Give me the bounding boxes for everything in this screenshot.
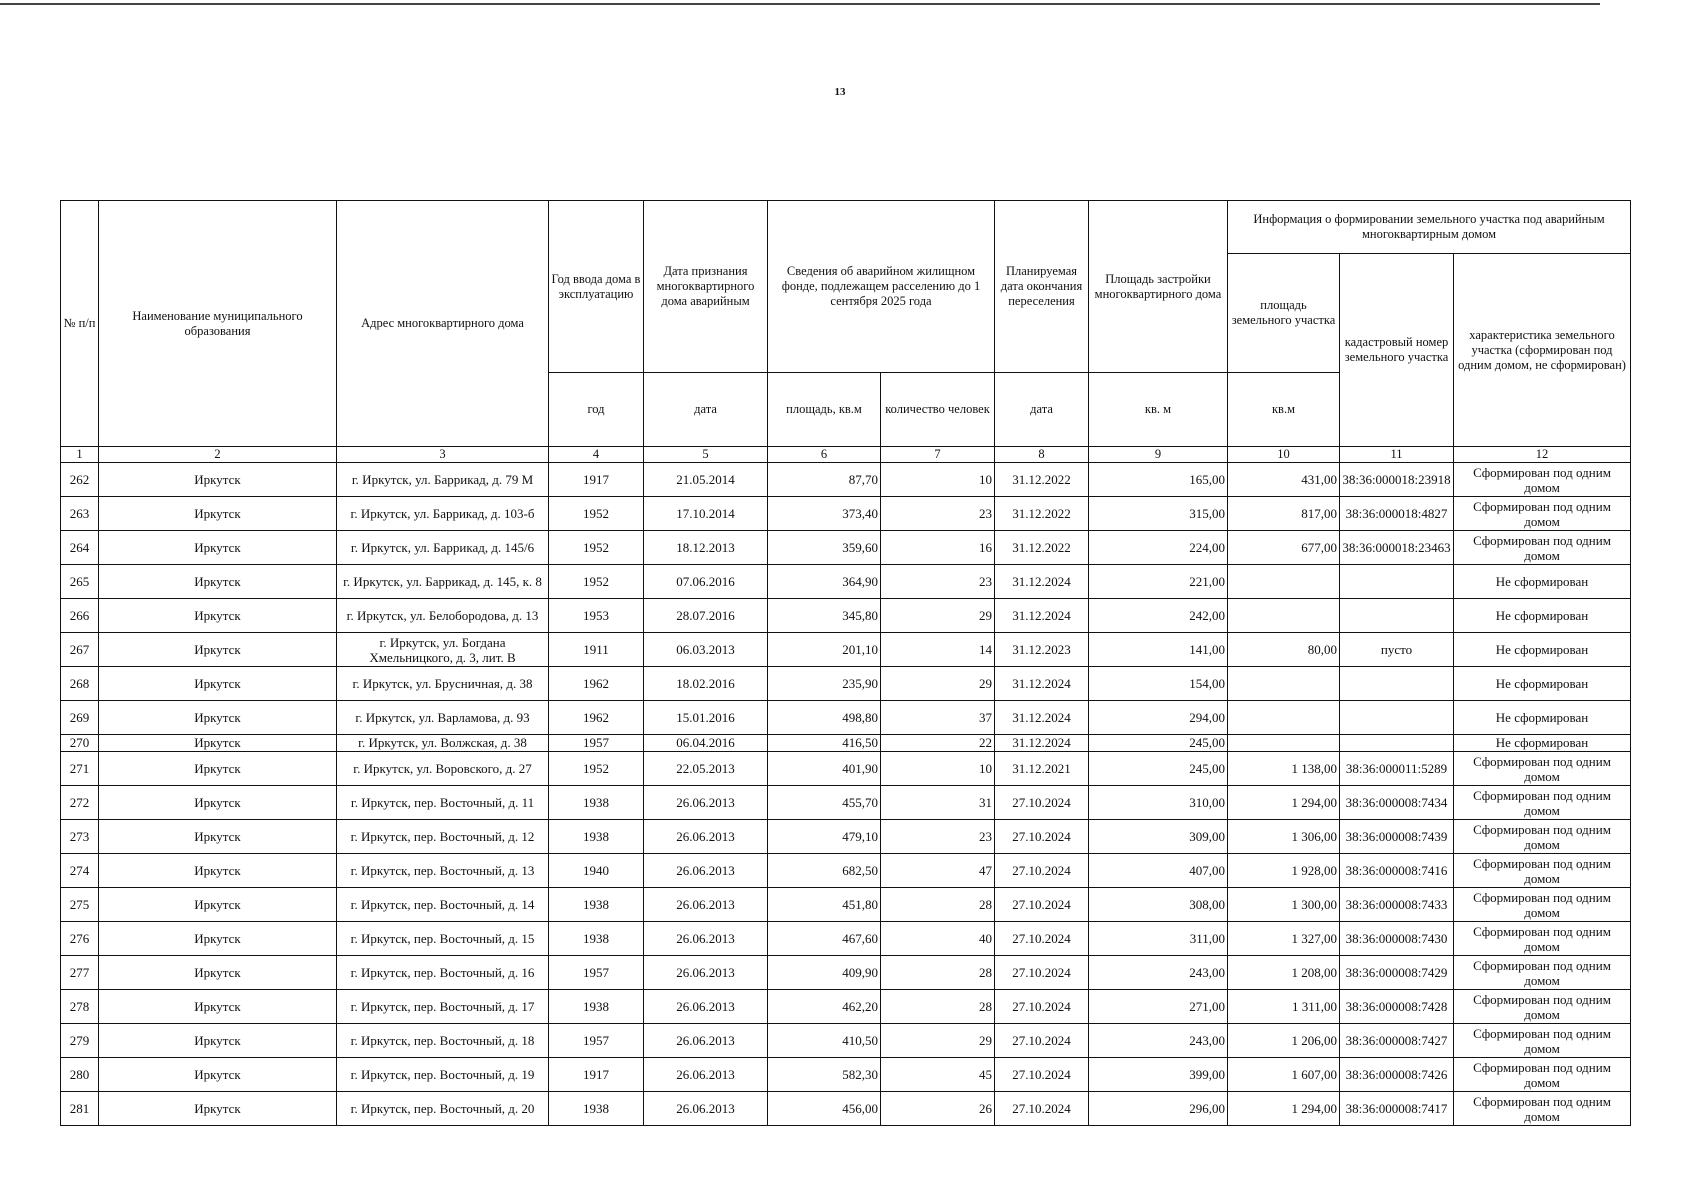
column-number: 2 bbox=[99, 447, 337, 463]
table-row bbox=[61, 701, 1631, 735]
table-row bbox=[61, 667, 1631, 701]
cell-no: 281 bbox=[61, 1092, 99, 1126]
page-number: 13 bbox=[834, 86, 846, 98]
cell-cadastral: 38:36:000008:7426 bbox=[1340, 1058, 1454, 1092]
cell-year: 1952 bbox=[549, 565, 644, 599]
cell-building-area: 243,00 bbox=[1089, 1024, 1228, 1058]
cell-land-area: 1 294,00 bbox=[1228, 1092, 1340, 1126]
cell-building-area: 245,00 bbox=[1089, 752, 1228, 786]
header-address: Адрес многоквартирного дома bbox=[337, 201, 549, 447]
cell-year: 1953 bbox=[549, 599, 644, 633]
cell-address: г. Иркутск, пер. Восточный, д. 14 bbox=[337, 888, 549, 922]
cell-building-area: 243,00 bbox=[1089, 956, 1228, 990]
cell-year: 1938 bbox=[549, 786, 644, 820]
table-row bbox=[61, 599, 1631, 633]
table-body bbox=[61, 463, 1631, 1126]
unit-planned-date: дата bbox=[995, 373, 1089, 447]
cell-people: 10 bbox=[881, 463, 995, 497]
header-land-info: Информация о формировании земельного участка под аварийным многоквартирным домом bbox=[1228, 201, 1631, 254]
cell-land-area: 1 208,00 bbox=[1228, 956, 1340, 990]
cell-area: 373,40 bbox=[768, 497, 881, 531]
cell-building-area: 315,00 bbox=[1089, 497, 1228, 531]
cell-year: 1938 bbox=[549, 922, 644, 956]
cell-people: 26 bbox=[881, 1092, 995, 1126]
header-land-characteristic: характеристика земельного участка (сформирован под одним домом, не сформирован) bbox=[1454, 254, 1631, 447]
cell-recognition-date: 26.06.2013 bbox=[644, 956, 768, 990]
cell-municipality: Иркутск bbox=[99, 956, 337, 990]
cell-planned-date: 27.10.2024 bbox=[995, 854, 1089, 888]
cell-no: 280 bbox=[61, 1058, 99, 1092]
cell-year: 1911 bbox=[549, 633, 644, 667]
cell-address: г. Иркутск, пер. Восточный, д. 11 bbox=[337, 786, 549, 820]
column-number-row bbox=[61, 447, 1631, 463]
cell-people: 28 bbox=[881, 888, 995, 922]
cell-address: г. Иркутск, пер. Восточный, д. 18 bbox=[337, 1024, 549, 1058]
cell-cadastral: 38:36:000008:7416 bbox=[1340, 854, 1454, 888]
header-year: Год ввода дома в эксплуатацию bbox=[549, 201, 644, 373]
cell-no: 275 bbox=[61, 888, 99, 922]
cell-address: г. Иркутск, пер. Восточный, д. 12 bbox=[337, 820, 549, 854]
cell-people: 22 bbox=[881, 735, 995, 752]
cell-no: 266 bbox=[61, 599, 99, 633]
cell-no: 279 bbox=[61, 1024, 99, 1058]
cell-land-characteristic: Сформирован под одним домом bbox=[1454, 786, 1631, 820]
cell-no: 271 bbox=[61, 752, 99, 786]
header-no: № п/п bbox=[61, 201, 99, 447]
cell-recognition-date: 26.06.2013 bbox=[644, 922, 768, 956]
table-row bbox=[61, 633, 1631, 667]
cell-cadastral bbox=[1340, 599, 1454, 633]
cell-planned-date: 27.10.2024 bbox=[995, 1092, 1089, 1126]
cell-people: 23 bbox=[881, 497, 995, 531]
cell-building-area: 407,00 bbox=[1089, 854, 1228, 888]
cell-building-area: 271,00 bbox=[1089, 990, 1228, 1024]
emergency-housing-table bbox=[60, 200, 1631, 1126]
table-row bbox=[61, 1058, 1631, 1092]
cell-land-characteristic: Не сформирован bbox=[1454, 599, 1631, 633]
cell-land-area bbox=[1228, 599, 1340, 633]
cell-planned-date: 27.10.2024 bbox=[995, 1058, 1089, 1092]
cell-municipality: Иркутск bbox=[99, 735, 337, 752]
cell-cadastral: пусто bbox=[1340, 633, 1454, 667]
cell-people: 29 bbox=[881, 1024, 995, 1058]
cell-no: 267 bbox=[61, 633, 99, 667]
cell-address: г. Иркутск, пер. Восточный, д. 20 bbox=[337, 1092, 549, 1126]
cell-year: 1938 bbox=[549, 1092, 644, 1126]
cell-municipality: Иркутск bbox=[99, 633, 337, 667]
cell-land-characteristic: Не сформирован bbox=[1454, 667, 1631, 701]
cell-address: г. Иркутск, ул. Баррикад, д. 103-б bbox=[337, 497, 549, 531]
cell-building-area: 245,00 bbox=[1089, 735, 1228, 752]
cell-land-area: 431,00 bbox=[1228, 463, 1340, 497]
cell-address: г. Иркутск, пер. Восточный, д. 19 bbox=[337, 1058, 549, 1092]
cell-no: 274 bbox=[61, 854, 99, 888]
cell-people: 47 bbox=[881, 854, 995, 888]
cell-no: 276 bbox=[61, 922, 99, 956]
header-planned-date: Планируемая дата окончания переселения bbox=[995, 201, 1089, 373]
cell-recognition-date: 06.04.2016 bbox=[644, 735, 768, 752]
cell-recognition-date: 07.06.2016 bbox=[644, 565, 768, 599]
cell-people: 16 bbox=[881, 531, 995, 565]
cell-cadastral: 38:36:000018:23463 bbox=[1340, 531, 1454, 565]
cell-cadastral: 38:36:000008:7439 bbox=[1340, 820, 1454, 854]
cell-area: 479,10 bbox=[768, 820, 881, 854]
cell-year: 1957 bbox=[549, 735, 644, 752]
cell-land-area: 677,00 bbox=[1228, 531, 1340, 565]
cell-municipality: Иркутск bbox=[99, 463, 337, 497]
unit-area: площадь, кв.м bbox=[768, 373, 881, 447]
table-row bbox=[61, 1092, 1631, 1126]
cell-address: г. Иркутск, ул. Белобородова, д. 13 bbox=[337, 599, 549, 633]
cell-land-characteristic: Сформирован под одним домом bbox=[1454, 990, 1631, 1024]
column-number: 9 bbox=[1089, 447, 1228, 463]
cell-area: 416,50 bbox=[768, 735, 881, 752]
cell-planned-date: 27.10.2024 bbox=[995, 820, 1089, 854]
cell-planned-date: 27.10.2024 bbox=[995, 956, 1089, 990]
cell-planned-date: 27.10.2024 bbox=[995, 786, 1089, 820]
table-row bbox=[61, 497, 1631, 531]
cell-address: г. Иркутск, ул. Варламова, д. 93 bbox=[337, 701, 549, 735]
cell-no: 265 bbox=[61, 565, 99, 599]
table-row bbox=[61, 463, 1631, 497]
cell-recognition-date: 26.06.2013 bbox=[644, 1092, 768, 1126]
cell-address: г. Иркутск, ул. Воровского, д. 27 bbox=[337, 752, 549, 786]
cell-land-characteristic: Сформирован под одним домом bbox=[1454, 463, 1631, 497]
cell-municipality: Иркутск bbox=[99, 701, 337, 735]
table-row bbox=[61, 854, 1631, 888]
cell-people: 45 bbox=[881, 1058, 995, 1092]
cell-area: 410,50 bbox=[768, 1024, 881, 1058]
cell-land-characteristic: Сформирован под одним домом bbox=[1454, 1058, 1631, 1092]
column-number: 5 bbox=[644, 447, 768, 463]
cell-address: г. Иркутск, ул. Баррикад, д. 79 М bbox=[337, 463, 549, 497]
cell-cadastral: 38:36:000008:7428 bbox=[1340, 990, 1454, 1024]
cell-area: 345,80 bbox=[768, 599, 881, 633]
cell-municipality: Иркутск bbox=[99, 599, 337, 633]
table-row bbox=[61, 956, 1631, 990]
cell-municipality: Иркутск bbox=[99, 854, 337, 888]
cell-land-area: 1 607,00 bbox=[1228, 1058, 1340, 1092]
cell-year: 1952 bbox=[549, 531, 644, 565]
cell-building-area: 309,00 bbox=[1089, 820, 1228, 854]
cell-planned-date: 31.12.2024 bbox=[995, 667, 1089, 701]
cell-area: 235,90 bbox=[768, 667, 881, 701]
cell-address: г. Иркутск, ул. Волжская, д. 38 bbox=[337, 735, 549, 752]
cell-year: 1952 bbox=[549, 497, 644, 531]
cell-recognition-date: 17.10.2014 bbox=[644, 497, 768, 531]
cell-land-area bbox=[1228, 735, 1340, 752]
cell-building-area: 294,00 bbox=[1089, 701, 1228, 735]
cell-area: 359,60 bbox=[768, 531, 881, 565]
cell-year: 1962 bbox=[549, 667, 644, 701]
cell-land-characteristic: Не сформирован bbox=[1454, 701, 1631, 735]
header-fund-info: Сведения об аварийном жилищном фонде, подлежащем расселению до 1 сентября 2025 года bbox=[768, 201, 995, 373]
cell-address: г. Иркутск, пер. Восточный, д. 17 bbox=[337, 990, 549, 1024]
cell-area: 401,90 bbox=[768, 752, 881, 786]
cell-cadastral bbox=[1340, 667, 1454, 701]
cell-people: 37 bbox=[881, 701, 995, 735]
cell-building-area: 154,00 bbox=[1089, 667, 1228, 701]
cell-land-characteristic: Сформирован под одним домом bbox=[1454, 531, 1631, 565]
cell-land-area: 1 327,00 bbox=[1228, 922, 1340, 956]
cell-recognition-date: 26.06.2013 bbox=[644, 1024, 768, 1058]
cell-planned-date: 31.12.2023 bbox=[995, 633, 1089, 667]
cell-planned-date: 27.10.2024 bbox=[995, 922, 1089, 956]
cell-no: 262 bbox=[61, 463, 99, 497]
cell-people: 29 bbox=[881, 667, 995, 701]
cell-no: 264 bbox=[61, 531, 99, 565]
cell-year: 1957 bbox=[549, 956, 644, 990]
cell-address: г. Иркутск, ул. Богдана Хмельницкого, д. 3, лит. В bbox=[337, 633, 549, 667]
cell-cadastral: 38:36:000011:5289 bbox=[1340, 752, 1454, 786]
cell-building-area: 399,00 bbox=[1089, 1058, 1228, 1092]
cell-building-area: 296,00 bbox=[1089, 1092, 1228, 1126]
cell-recognition-date: 15.01.2016 bbox=[644, 701, 768, 735]
column-number: 11 bbox=[1340, 447, 1454, 463]
header-building-area: Площадь застройки многоквартирного дома bbox=[1089, 201, 1228, 373]
cell-land-area: 1 294,00 bbox=[1228, 786, 1340, 820]
cell-area: 467,60 bbox=[768, 922, 881, 956]
cell-land-area bbox=[1228, 701, 1340, 735]
column-number: 8 bbox=[995, 447, 1089, 463]
cell-land-area: 1 138,00 bbox=[1228, 752, 1340, 786]
cell-cadastral: 38:36:000018:23918 bbox=[1340, 463, 1454, 497]
cell-people: 29 bbox=[881, 599, 995, 633]
cell-land-area bbox=[1228, 565, 1340, 599]
header-cadastral: кадастровый номер земельного участка bbox=[1340, 254, 1454, 447]
cell-land-characteristic: Не сформирован bbox=[1454, 735, 1631, 752]
unit-building-m2: кв. м bbox=[1089, 373, 1228, 447]
cell-land-characteristic: Не сформирован bbox=[1454, 565, 1631, 599]
unit-year: год bbox=[549, 373, 644, 447]
cell-municipality: Иркутск bbox=[99, 667, 337, 701]
table-row bbox=[61, 820, 1631, 854]
header-recognition-date: Дата признания многоквартирного дома аварийным bbox=[644, 201, 768, 373]
top-rule bbox=[0, 3, 1600, 5]
cell-planned-date: 31.12.2022 bbox=[995, 531, 1089, 565]
cell-no: 263 bbox=[61, 497, 99, 531]
cell-people: 40 bbox=[881, 922, 995, 956]
cell-municipality: Иркутск bbox=[99, 922, 337, 956]
cell-land-characteristic: Сформирован под одним домом bbox=[1454, 922, 1631, 956]
cell-address: г. Иркутск, пер. Восточный, д. 15 bbox=[337, 922, 549, 956]
header-land-area: площадь земельного участка bbox=[1228, 254, 1340, 373]
cell-cadastral: 38:36:000008:7433 bbox=[1340, 888, 1454, 922]
cell-people: 28 bbox=[881, 956, 995, 990]
cell-cadastral: 38:36:000008:7427 bbox=[1340, 1024, 1454, 1058]
cell-land-characteristic: Сформирован под одним домом bbox=[1454, 854, 1631, 888]
cell-people: 23 bbox=[881, 820, 995, 854]
cell-area: 451,80 bbox=[768, 888, 881, 922]
cell-building-area: 242,00 bbox=[1089, 599, 1228, 633]
cell-no: 272 bbox=[61, 786, 99, 820]
cell-area: 582,30 bbox=[768, 1058, 881, 1092]
column-number: 3 bbox=[337, 447, 549, 463]
cell-land-area: 1 311,00 bbox=[1228, 990, 1340, 1024]
cell-land-area: 1 928,00 bbox=[1228, 854, 1340, 888]
cell-no: 277 bbox=[61, 956, 99, 990]
cell-building-area: 308,00 bbox=[1089, 888, 1228, 922]
cell-year: 1917 bbox=[549, 463, 644, 497]
cell-area: 87,70 bbox=[768, 463, 881, 497]
cell-municipality: Иркутск bbox=[99, 752, 337, 786]
cell-building-area: 141,00 bbox=[1089, 633, 1228, 667]
cell-land-characteristic: Сформирован под одним домом bbox=[1454, 1092, 1631, 1126]
cell-recognition-date: 26.06.2013 bbox=[644, 990, 768, 1024]
cell-land-area: 817,00 bbox=[1228, 497, 1340, 531]
cell-address: г. Иркутск, пер. Восточный, д. 13 bbox=[337, 854, 549, 888]
cell-no: 269 bbox=[61, 701, 99, 735]
cell-building-area: 165,00 bbox=[1089, 463, 1228, 497]
cell-recognition-date: 26.06.2013 bbox=[644, 820, 768, 854]
cell-land-characteristic: Сформирован под одним домом bbox=[1454, 820, 1631, 854]
column-number: 12 bbox=[1454, 447, 1631, 463]
cell-municipality: Иркутск bbox=[99, 1092, 337, 1126]
column-number: 10 bbox=[1228, 447, 1340, 463]
table-row bbox=[61, 752, 1631, 786]
cell-year: 1917 bbox=[549, 1058, 644, 1092]
cell-land-area bbox=[1228, 667, 1340, 701]
cell-municipality: Иркутск bbox=[99, 565, 337, 599]
cell-planned-date: 31.12.2024 bbox=[995, 701, 1089, 735]
cell-municipality: Иркутск bbox=[99, 888, 337, 922]
cell-area: 462,20 bbox=[768, 990, 881, 1024]
cell-recognition-date: 06.03.2013 bbox=[644, 633, 768, 667]
column-number: 7 bbox=[881, 447, 995, 463]
cell-planned-date: 31.12.2022 bbox=[995, 497, 1089, 531]
cell-cadastral bbox=[1340, 701, 1454, 735]
table-row bbox=[61, 888, 1631, 922]
cell-planned-date: 27.10.2024 bbox=[995, 888, 1089, 922]
cell-year: 1940 bbox=[549, 854, 644, 888]
cell-people: 23 bbox=[881, 565, 995, 599]
table-row bbox=[61, 990, 1631, 1024]
cell-recognition-date: 26.06.2013 bbox=[644, 786, 768, 820]
cell-cadastral: 38:36:000008:7434 bbox=[1340, 786, 1454, 820]
cell-recognition-date: 28.07.2016 bbox=[644, 599, 768, 633]
cell-land-characteristic: Сформирован под одним домом bbox=[1454, 956, 1631, 990]
column-number: 4 bbox=[549, 447, 644, 463]
cell-municipality: Иркутск bbox=[99, 990, 337, 1024]
cell-recognition-date: 21.05.2014 bbox=[644, 463, 768, 497]
cell-municipality: Иркутск bbox=[99, 1058, 337, 1092]
cell-cadastral bbox=[1340, 735, 1454, 752]
cell-land-characteristic: Сформирован под одним домом bbox=[1454, 1024, 1631, 1058]
cell-address: г. Иркутск, пер. Восточный, д. 16 bbox=[337, 956, 549, 990]
cell-planned-date: 31.12.2022 bbox=[995, 463, 1089, 497]
cell-building-area: 221,00 bbox=[1089, 565, 1228, 599]
cell-planned-date: 27.10.2024 bbox=[995, 990, 1089, 1024]
cell-recognition-date: 26.06.2013 bbox=[644, 854, 768, 888]
cell-address: г. Иркутск, ул. Брусничная, д. 38 bbox=[337, 667, 549, 701]
cell-no: 278 bbox=[61, 990, 99, 1024]
column-number: 6 bbox=[768, 447, 881, 463]
cell-area: 455,70 bbox=[768, 786, 881, 820]
table-row bbox=[61, 786, 1631, 820]
cell-no: 268 bbox=[61, 667, 99, 701]
cell-recognition-date: 18.12.2013 bbox=[644, 531, 768, 565]
table-row bbox=[61, 922, 1631, 956]
cell-planned-date: 31.12.2024 bbox=[995, 735, 1089, 752]
cell-planned-date: 31.12.2021 bbox=[995, 752, 1089, 786]
unit-date: дата bbox=[644, 373, 768, 447]
cell-land-area: 1 306,00 bbox=[1228, 820, 1340, 854]
cell-land-area: 1 206,00 bbox=[1228, 1024, 1340, 1058]
cell-cadastral bbox=[1340, 565, 1454, 599]
table-row bbox=[61, 1024, 1631, 1058]
cell-area: 364,90 bbox=[768, 565, 881, 599]
cell-planned-date: 31.12.2024 bbox=[995, 565, 1089, 599]
cell-people: 10 bbox=[881, 752, 995, 786]
column-number: 1 bbox=[61, 447, 99, 463]
cell-cadastral: 38:36:000008:7429 bbox=[1340, 956, 1454, 990]
cell-municipality: Иркутск bbox=[99, 786, 337, 820]
cell-building-area: 310,00 bbox=[1089, 786, 1228, 820]
cell-area: 456,00 bbox=[768, 1092, 881, 1126]
cell-no: 270 bbox=[61, 735, 99, 752]
unit-people: количество человек bbox=[881, 373, 995, 447]
cell-year: 1938 bbox=[549, 990, 644, 1024]
cell-cadastral: 38:36:000008:7430 bbox=[1340, 922, 1454, 956]
cell-area: 201,10 bbox=[768, 633, 881, 667]
cell-address: г. Иркутск, ул. Баррикад, д. 145, к. 8 bbox=[337, 565, 549, 599]
cell-address: г. Иркутск, ул. Баррикад, д. 145/6 bbox=[337, 531, 549, 565]
cell-people: 28 bbox=[881, 990, 995, 1024]
cell-year: 1957 bbox=[549, 1024, 644, 1058]
unit-land-m2: кв.м bbox=[1228, 373, 1340, 447]
cell-planned-date: 31.12.2024 bbox=[995, 599, 1089, 633]
cell-year: 1938 bbox=[549, 888, 644, 922]
cell-municipality: Иркутск bbox=[99, 497, 337, 531]
cell-municipality: Иркутск bbox=[99, 531, 337, 565]
header-municipality: Наименование муниципального образования bbox=[99, 201, 337, 447]
cell-cadastral: 38:36:000008:7417 bbox=[1340, 1092, 1454, 1126]
cell-building-area: 224,00 bbox=[1089, 531, 1228, 565]
cell-planned-date: 27.10.2024 bbox=[995, 1024, 1089, 1058]
cell-recognition-date: 26.06.2013 bbox=[644, 888, 768, 922]
cell-recognition-date: 26.06.2013 bbox=[644, 1058, 768, 1092]
table-row bbox=[61, 531, 1631, 565]
cell-year: 1962 bbox=[549, 701, 644, 735]
cell-land-area: 80,00 bbox=[1228, 633, 1340, 667]
cell-area: 682,50 bbox=[768, 854, 881, 888]
cell-municipality: Иркутск bbox=[99, 1024, 337, 1058]
cell-land-characteristic: Сформирован под одним домом bbox=[1454, 752, 1631, 786]
cell-area: 409,90 bbox=[768, 956, 881, 990]
cell-land-characteristic: Сформирован под одним домом bbox=[1454, 497, 1631, 531]
cell-land-area: 1 300,00 bbox=[1228, 888, 1340, 922]
cell-year: 1952 bbox=[549, 752, 644, 786]
cell-land-characteristic: Сформирован под одним домом bbox=[1454, 888, 1631, 922]
cell-year: 1938 bbox=[549, 820, 644, 854]
cell-municipality: Иркутск bbox=[99, 820, 337, 854]
cell-people: 14 bbox=[881, 633, 995, 667]
cell-area: 498,80 bbox=[768, 701, 881, 735]
table-row bbox=[61, 735, 1631, 752]
cell-no: 273 bbox=[61, 820, 99, 854]
cell-people: 31 bbox=[881, 786, 995, 820]
cell-land-characteristic: Не сформирован bbox=[1454, 633, 1631, 667]
table-row bbox=[61, 565, 1631, 599]
cell-cadastral: 38:36:000018:4827 bbox=[1340, 497, 1454, 531]
cell-recognition-date: 22.05.2013 bbox=[644, 752, 768, 786]
cell-recognition-date: 18.02.2016 bbox=[644, 667, 768, 701]
cell-building-area: 311,00 bbox=[1089, 922, 1228, 956]
